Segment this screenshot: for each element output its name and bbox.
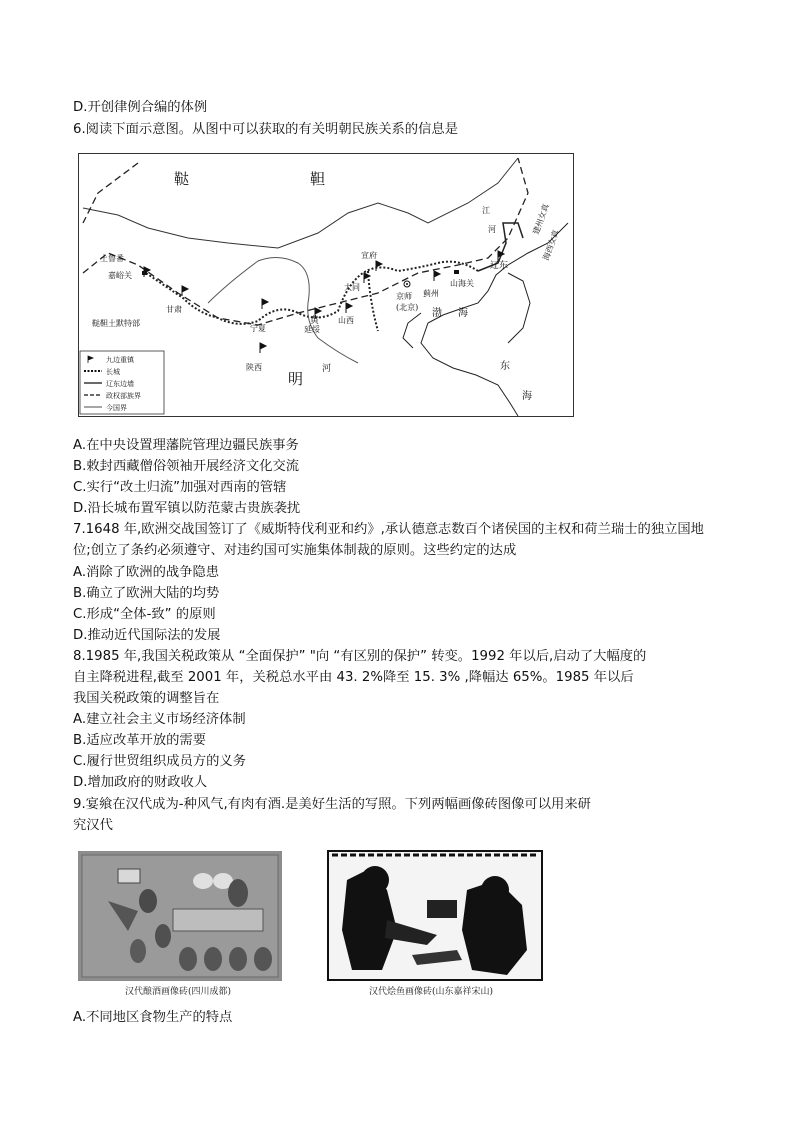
legend-liaodong-bianqiang: 辽东边墙 xyxy=(106,380,134,388)
brewing-brick-caption: 汉代酿酒画像砖(四川成都) xyxy=(125,987,232,997)
map-label-he: 河 xyxy=(322,364,332,374)
q5-option-d: D.开创律例合编的体例 xyxy=(73,100,208,115)
q9-option-a: A.不同地区食物生产的特点 xyxy=(73,1010,233,1025)
q6-option-b: B.敕封西藏僧俗领袖开展经济文化交流 xyxy=(73,459,300,474)
map-label-dong: 东 xyxy=(500,361,510,372)
map-label-huang: 黄 xyxy=(310,316,320,326)
q7-stem-line2: 位;创立了条约必须遵守、对违约国可实施集体制裁的原则。这些约定的达成 xyxy=(73,543,517,558)
q9-stem-line1: 9.宴飨在汉代成为-种风气,有肉有酒.是美好生活的写照。下列两幅画像砖图像可以用来研 xyxy=(73,797,591,812)
map-legend xyxy=(80,351,164,414)
q8-option-b: B.适应改革开放的需要 xyxy=(73,733,207,748)
legend-zhengquan: 政权部族界 xyxy=(106,392,141,400)
map-label-he-liao: 河 xyxy=(488,225,496,234)
map-label-shanhaiguan: 山海关 xyxy=(450,279,474,288)
fish-brick-image xyxy=(327,850,543,981)
brewing-brick-image xyxy=(78,851,282,981)
map-label-tulufan: 土鲁番 xyxy=(100,254,124,263)
map-label-hai: 海 xyxy=(458,308,468,319)
map-label-xuanfu: 宣府 xyxy=(361,251,377,260)
q8-option-a: A.建立社会主义市场经济体制 xyxy=(73,712,246,727)
map-label-ningxia: 宁夏 xyxy=(250,324,266,333)
legend-changcheng: 长城 xyxy=(106,368,120,376)
q7-option-a: A.消除了欧洲的战争隐患 xyxy=(73,565,220,580)
legend-zhen: 九边重镇 xyxy=(106,356,134,364)
ming-map xyxy=(78,153,574,417)
q6-option-d: D.沿长城布置军镇以防范蒙古贵族袭扰 xyxy=(73,501,301,516)
map-label-jianzhou: 建州女真 xyxy=(531,202,551,236)
q8-stem-line3: 我国关税政策的调整旨在 xyxy=(73,691,220,706)
map-label-ming: 明 xyxy=(288,370,304,388)
map-label-haixi: 海西女真 xyxy=(541,228,561,262)
map-label-jiayuguan: 嘉峪关 xyxy=(108,271,132,280)
map-label-bo: 渤 xyxy=(432,308,442,319)
q6-stem: 6.阅读下面示意图。从图中可以获取的有关明朝民族关系的信息是 xyxy=(73,122,458,137)
jiayuguan-marker xyxy=(142,271,147,275)
q8-stem-line2: 自主降税进程,截至 2001 年，关税总水平由 43. 2%降至 15. 3% ,降幅达 65%。1985 年以后 xyxy=(73,670,634,685)
map-label-beijing: (北京) xyxy=(396,303,419,312)
q7-stem-line1: 7.1648 年,欧洲交战国签订了《威斯特伐利亚和约》,承认德意志数百个诸侯国的主权和荷兰瑞士的独立国地 xyxy=(73,522,704,537)
q7-option-c: C.形成“全体-致” 的原则 xyxy=(73,607,216,622)
legend-guojie: 今国界 xyxy=(106,404,127,412)
q9-stem-line2: 究汉代 xyxy=(73,818,113,833)
map-label-dada1: 鞑 xyxy=(174,170,190,188)
map-label-jingshi: 京师 xyxy=(396,292,412,301)
map-label-jiang: 江 xyxy=(482,206,490,215)
map-label-dada-tumote: 鞑靼土默特部 xyxy=(92,319,140,328)
map-label-yansui: 延绥 xyxy=(304,325,320,334)
q8-stem-line1: 8.1985 年,我国关税政策从 “全面保护” "向 “有区别的保护” 转变。1992 年以后,启动了大幅度的 xyxy=(73,649,647,664)
q8-option-c: C.履行世贸组织成员方的义务 xyxy=(73,754,247,769)
fish-brick-caption: 汉代烩鱼画像砖(山东嘉祥宋山) xyxy=(369,987,494,997)
q7-option-b: B.确立了欧洲大陆的均势 xyxy=(73,586,220,601)
map-label-datong: 大同 xyxy=(344,283,360,292)
q7-option-d: D.推动近代国际法的发展 xyxy=(73,628,221,643)
map-label-shanxi: 山西 xyxy=(338,316,354,325)
q6-option-a: A.在中央设置理藩院管理边疆民族事务 xyxy=(73,438,299,453)
map-label-liaodong: 辽东 xyxy=(490,261,509,271)
ming-map-figure xyxy=(78,153,574,417)
map-label-shaanxi: 陕西 xyxy=(246,363,262,372)
shanhaiguan-marker xyxy=(454,270,459,274)
map-label-dada2: 靼 xyxy=(310,170,326,188)
map-label-hai2: 海 xyxy=(522,391,532,402)
q6-option-c: C.实行“改土归流”加强对西南的管辖 xyxy=(73,480,287,495)
q8-option-d: D.增加政府的财政收人 xyxy=(73,775,208,790)
map-label-ganzhou: 甘肃 xyxy=(166,305,182,314)
map-label-jizhou: 蓟州 xyxy=(423,289,439,298)
